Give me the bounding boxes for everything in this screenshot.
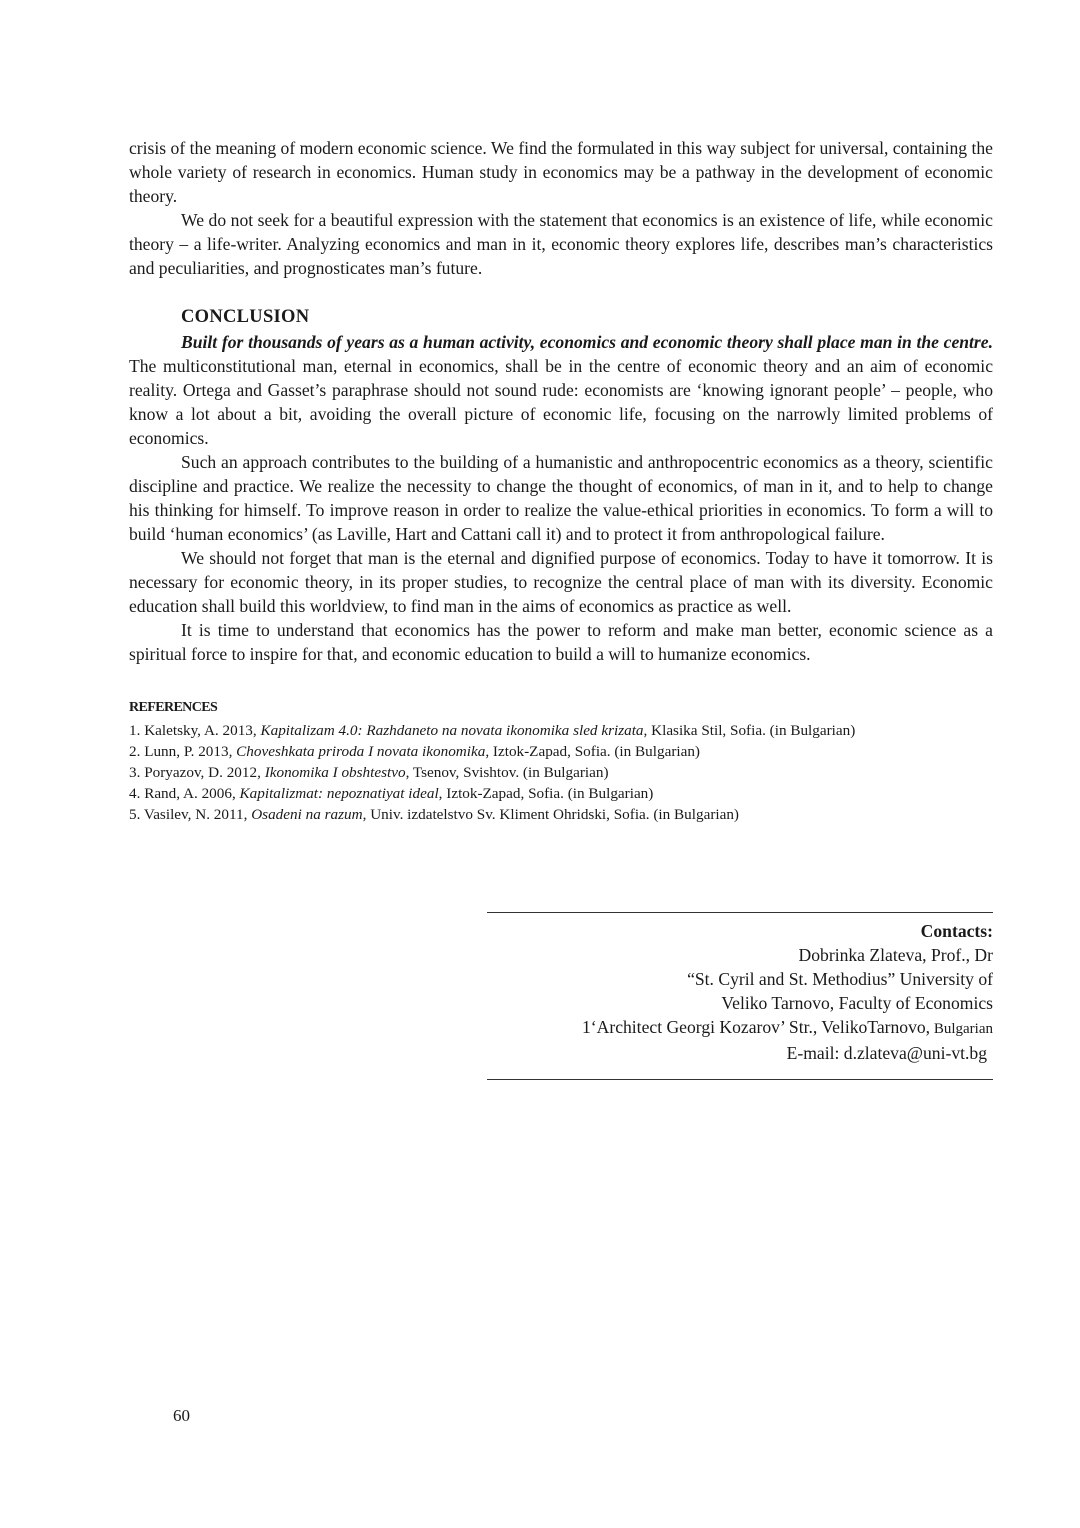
reference-item: 4. Rand, A. 2006, Kapitalizmat: nepoznatiyat ideal, Iztok-Zapad, Sofia. (in Bulgarian) bbox=[129, 785, 654, 802]
contact-faculty: Veliko Tarnovo, Faculty of Economics bbox=[721, 993, 993, 1013]
conclusion-paragraph-1 bbox=[129, 330, 993, 450]
conclusion-heading: CONCLUSION bbox=[181, 307, 310, 327]
body-paragraph-2: We do not seek for a beautiful expression with the statement that economics is an existence of life, while economic theory – a life-writer. Analyzing economics and man in it, economic theory explores life, describes man’s characteristics and peculiarities, and prognosticates man’s future. bbox=[129, 210, 993, 278]
contact-address: 1‘Architect Georgi Kozarov’ Str., VelikoTarnovo, Bulgarian bbox=[581, 1017, 993, 1037]
contacts-block bbox=[487, 912, 993, 1080]
reference-item: 5. Vasilev, N. 2011, Osadeni na razum, Univ. izdatelstvo Sv. Kliment Ohridski, Sofia. (in Bulgarian) bbox=[129, 806, 739, 823]
conclusion-lead-sentence: Built for thousands of years as a human activity, economics and economic theory shall place man in the centre. bbox=[181, 332, 993, 352]
conclusion-paragraph-2: Such an approach contributes to the building of a humanistic and anthropocentric economics as a theory, scientific discipline and practice. We realize the necessity to change the thought of economics, of man in it, and to help to change his thinking for himself. To improve reason in order to realize the value-ethical priorities in economics. To form a will to build ‘human economics’ (as Laville, Hart and Cattani call it) and to protect it from anthropological failure. bbox=[129, 452, 993, 544]
page-content bbox=[129, 136, 993, 825]
page-number: 60 bbox=[173, 1406, 190, 1425]
reference-item: 1. Kaletsky, A. 2013, Kapitalizam 4.0: Razhdaneto na novata ikonomika sled krizata, Klasika Stil, Sofia. (in Bulgarian) bbox=[129, 722, 856, 739]
body-paragraph-1: crisis of the meaning of modern economic science. We find the formulated in this way subject for universal, containing the whole variety of research in economics. Human study in economics may be a pathway in the development of economic theory. bbox=[129, 138, 993, 206]
contact-university: “St. Cyril and St. Methodius” University of bbox=[687, 969, 993, 989]
reference-item: 2. Lunn, P. 2013, Choveshkata priroda I novata ikonomika, Iztok-Zapad, Sofia. (in Bulgarian) bbox=[129, 743, 700, 760]
contact-name: Dobrinka Zlateva, Prof., Dr bbox=[798, 945, 993, 965]
conclusion-paragraph-1-text: The multiconstitutional man, eternal in economics, shall be in the centre of economic theory and an aim of economic reality. Ortega and Gasset’s paraphrase should not sound rude: economists are ‘knowing ignorant people’ – people, who know a lot about a bit, avoiding the overall picture of economic life, focusing on the narrowly limited problems of economics. bbox=[129, 356, 993, 448]
reference-item: 3. Poryazov, D. 2012, Ikonomika I obshtestvo, Tsenov, Svishtov. (in Bulgarian) bbox=[129, 764, 609, 781]
conclusion-paragraph-3: We should not forget that man is the eternal and dignified purpose of economics. Today to have it tomorrow. It is necessary for economic theory, in its proper studies, to recognize the central place of man with its diversity. Economic education shall build this worldview, to find man in the aims of economics as practice as well. bbox=[129, 548, 993, 616]
references-heading: REFERENCES bbox=[129, 700, 218, 715]
contacts-heading: Contacts: bbox=[920, 921, 993, 941]
contact-email: E-mail: d.zlateva@uni-vt.bg bbox=[786, 1043, 987, 1063]
references-list bbox=[129, 721, 993, 825]
conclusion-paragraph-4: It is time to understand that economics has the power to reform and make man better, economic science as a spiritual force to inspire for that, and economic education to build a will to humanize economics. bbox=[129, 620, 993, 664]
